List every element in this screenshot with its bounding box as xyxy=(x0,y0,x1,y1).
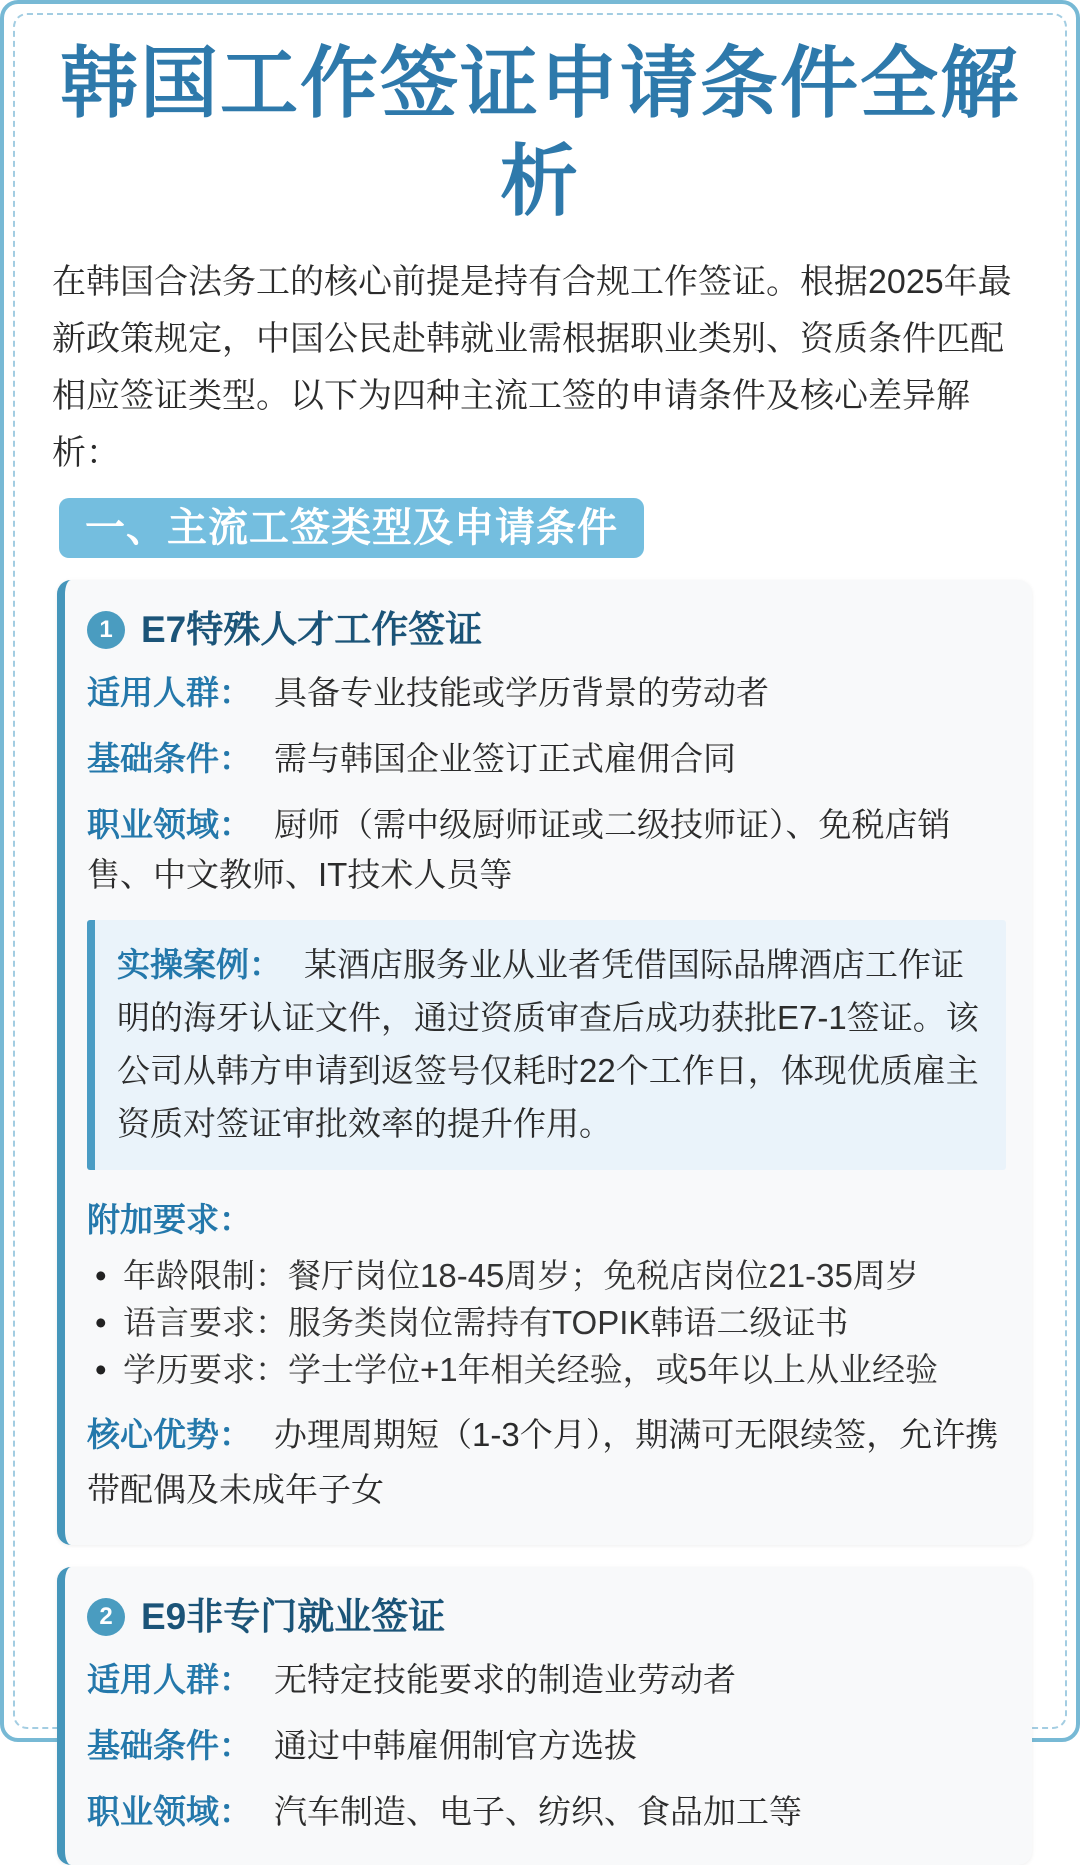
section-badge: 一、主流工签类型及申请条件 xyxy=(59,498,644,558)
intro-paragraph: 在韩国合法务工的核心前提是持有合规工作签证。根据2025年最新政策规定，中国公民赴韩就业需根据职业类别、资质条件匹配相应签证类型。以下为四种主流工签的申请条件及核心差异解析： xyxy=(52,263,1012,472)
row-label: 职业领域： xyxy=(87,1793,252,1830)
card-row xyxy=(87,1721,1006,1771)
row-text: 具备专业技能或学历背景的劳动者 xyxy=(274,674,769,711)
card-title: E9非专门就业签证 xyxy=(141,1596,446,1637)
card-title: E7特殊人才工作签证 xyxy=(141,609,483,650)
row-text: 需与韩国企业签订正式雇佣合同 xyxy=(274,740,736,777)
bullet-item: • 语言要求：服务类岗位需持有TOPIK韩语二级证书 xyxy=(87,1299,1006,1346)
visa-card-e7 xyxy=(57,580,1032,1545)
row-text: 汽车制造、电子、纺织、食品加工等 xyxy=(274,1793,802,1830)
row-label: 职业领域： xyxy=(87,806,252,843)
visa-card-e9 xyxy=(57,1567,1032,1865)
case-label: 实操案例： xyxy=(117,946,282,983)
card-number-badge: 2 xyxy=(87,1598,125,1636)
bullet-list xyxy=(87,1252,1006,1393)
card-row xyxy=(87,1655,1006,1705)
bullet-item: • 年龄限制：餐厅岗位18-45周岁；免税店岗位21-35周岁 xyxy=(87,1252,1006,1299)
card-number-badge: 1 xyxy=(87,611,125,649)
card-row xyxy=(87,734,1006,784)
row-label: 适用人群： xyxy=(87,674,252,711)
row-label: 基础条件： xyxy=(87,740,252,777)
extra-requirements-label: 附加要求： xyxy=(87,1201,252,1238)
card-row xyxy=(87,800,1006,900)
row-text: 通过中韩雇佣制官方选拔 xyxy=(274,1727,637,1764)
advantage-text: 办理周期短（1-3个月），期满可无限续签，允许携带配偶及未成年子女 xyxy=(87,1416,999,1508)
page-title: 韩国工作签证申请条件全解析 xyxy=(59,39,1020,225)
card-row xyxy=(87,1787,1006,1837)
advantage-label: 核心优势： xyxy=(87,1416,252,1453)
row-text: 厨师（需中级厨师证或二级技师证）、免税店销售、中文教师、IT技术人员等 xyxy=(87,806,951,893)
case-example-box xyxy=(87,920,1006,1170)
row-label: 适用人群： xyxy=(87,1661,252,1698)
case-text: 某酒店服务业从业者凭借国际品牌酒店工作证明的海牙认证文件，通过资质审查后成功获批E7-1签证。该公司从韩方申请到返签号仅耗时22个工作日，体现优质雇主资质对签证审批效率的提升作用。 xyxy=(117,946,979,1142)
row-text: 无特定技能要求的制造业劳动者 xyxy=(274,1661,736,1698)
card-row xyxy=(87,668,1006,718)
advantage-row xyxy=(87,1407,1006,1517)
card-title-row xyxy=(87,608,1006,652)
card-title-row xyxy=(87,1595,1006,1639)
row-label: 基础条件： xyxy=(87,1727,252,1764)
page-content xyxy=(4,34,1076,1865)
bullet-item: • 学历要求：学士学位+1年相关经验，或5年以上从业经验 xyxy=(87,1346,1006,1393)
